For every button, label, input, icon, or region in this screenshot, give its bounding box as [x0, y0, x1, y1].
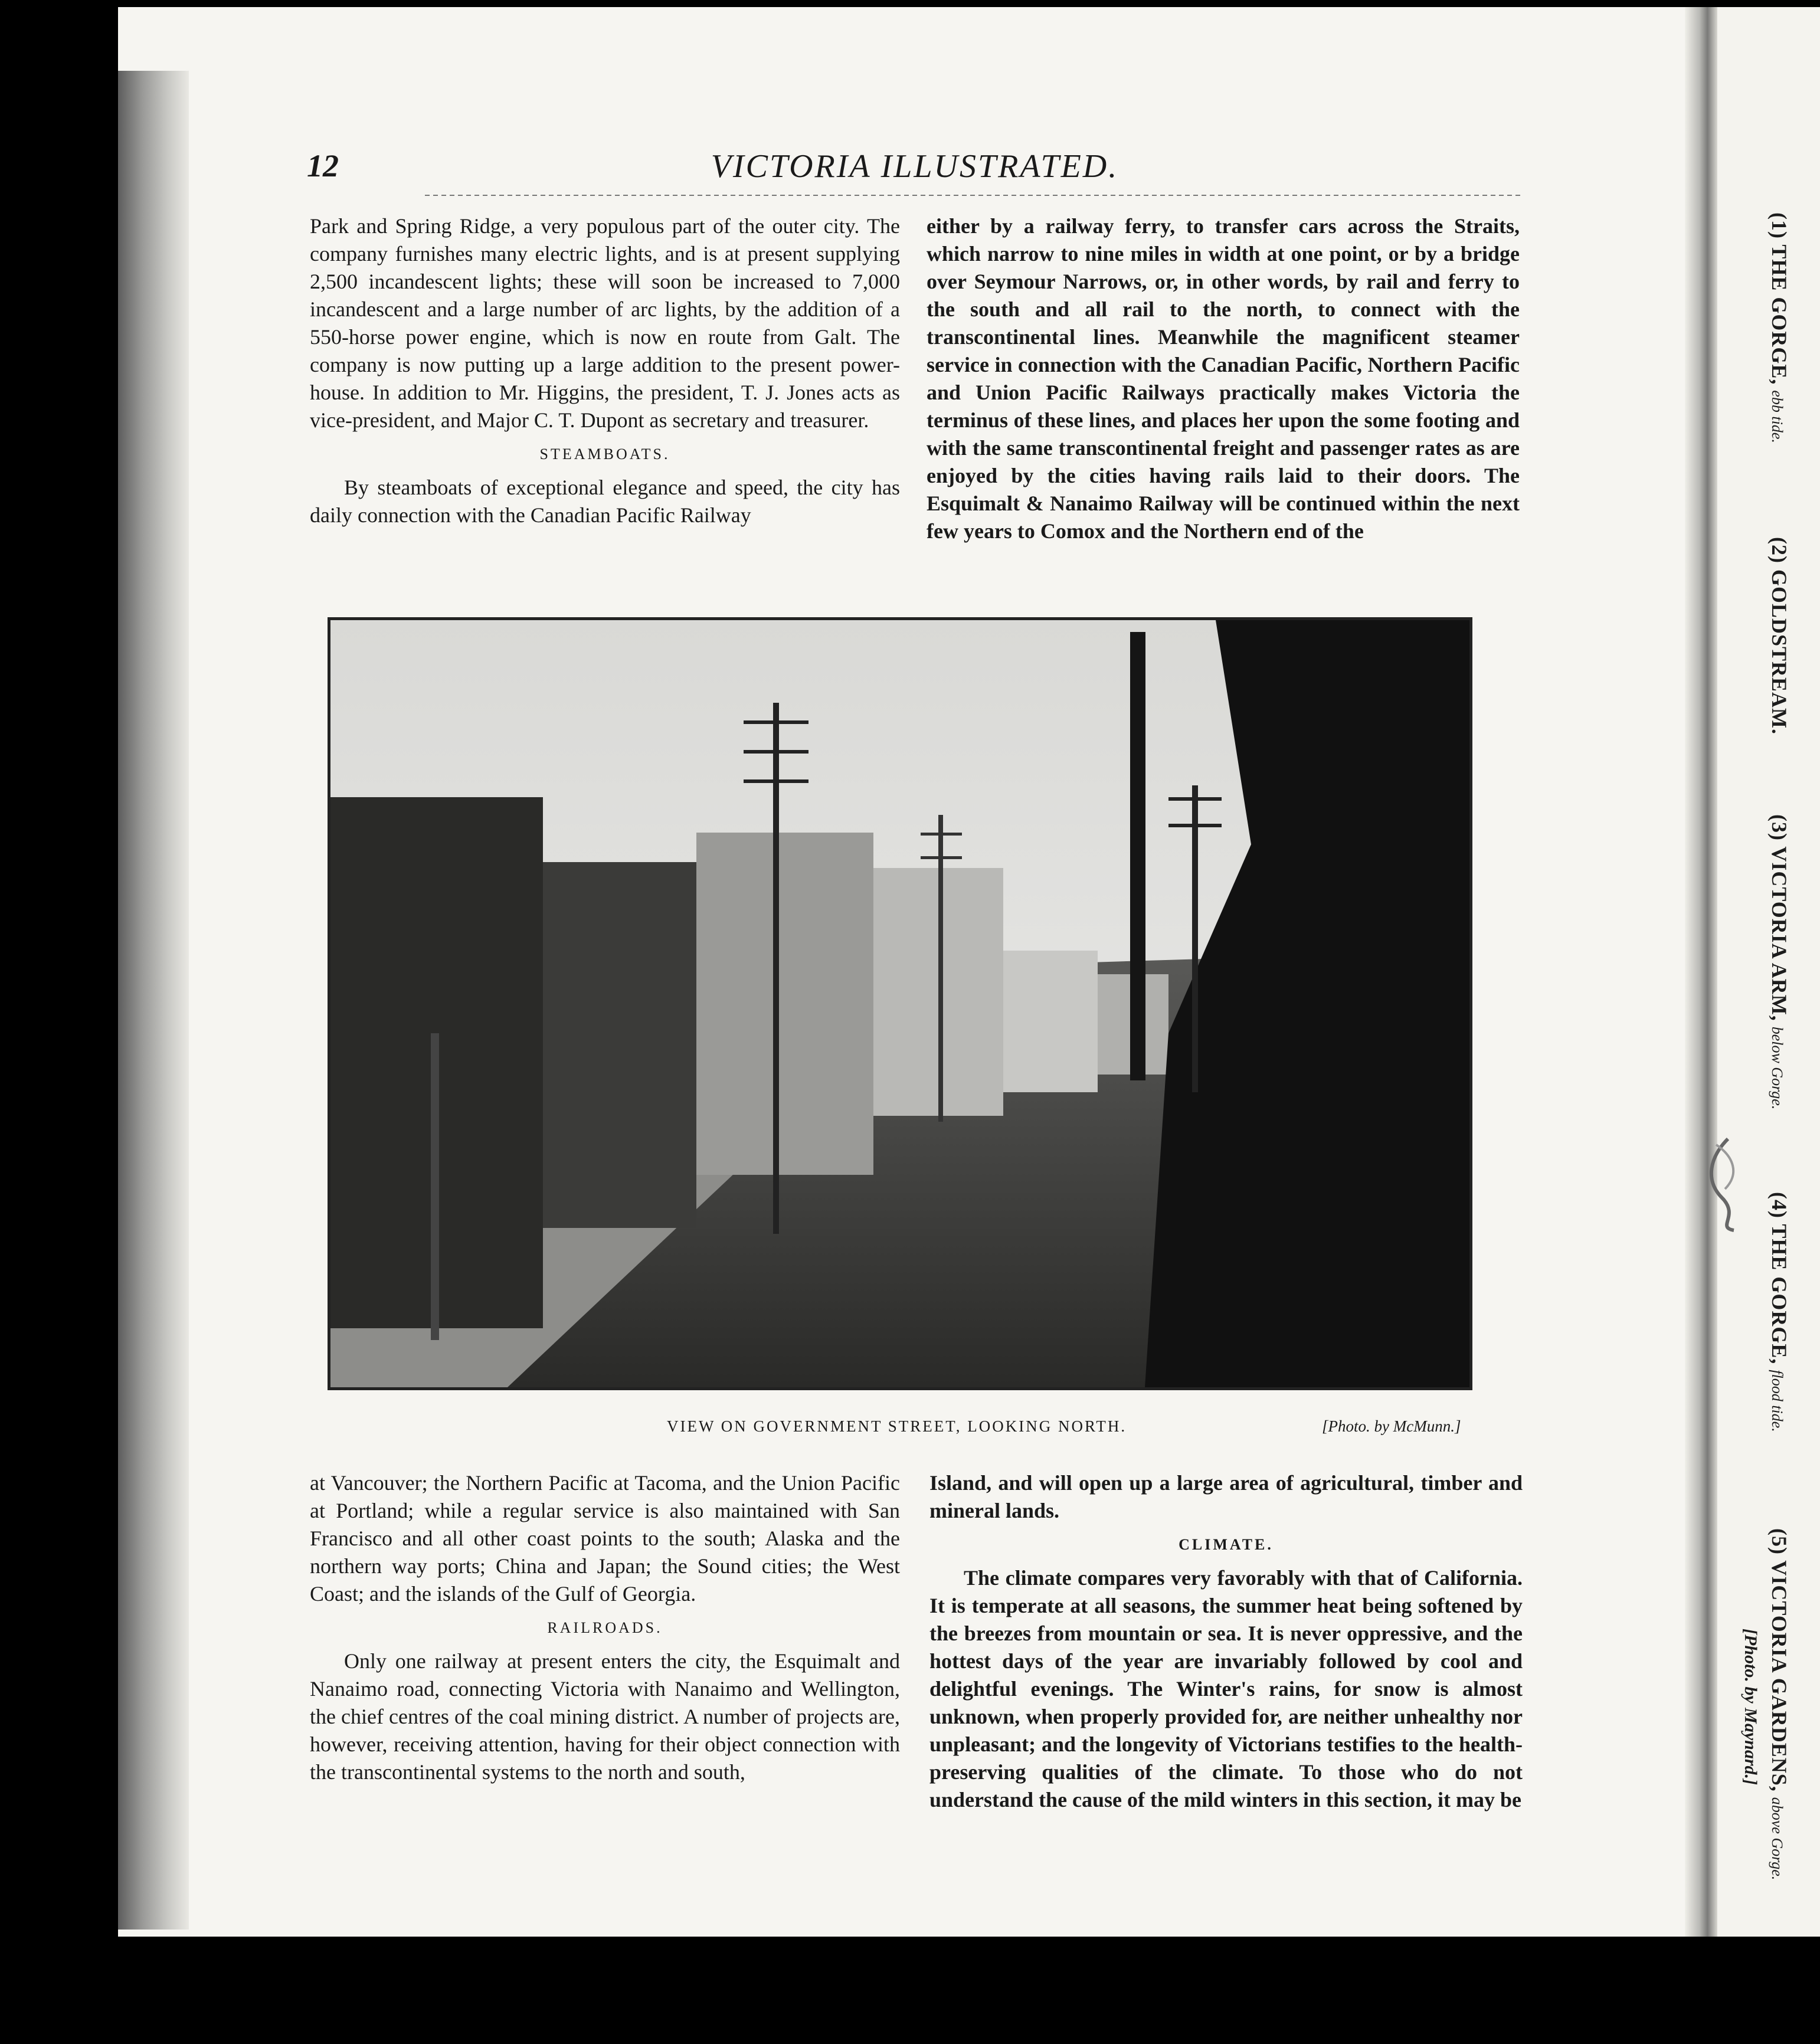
heading-climate: CLIMATE.: [1179, 1536, 1274, 1553]
paragraph-island-lands: Island, and will open up a large area of agricultural, timber and mineral lands.: [929, 1471, 1523, 1522]
street-scene-illustration: [330, 620, 1469, 1387]
paragraph-steamer-connections: at Vancouver; the Northern Pacific at Tacoma, and the Union Pacific at Portland; while a regular service is also maintained with San Francisco and all other coast points to the south; Alaska and the northern way ports; China and Japan; the Sound cities; the West Coast; and the islands of the Gulf of Georgia.: [310, 1471, 900, 1606]
column-top-right: [927, 212, 1520, 545]
column-bottom-right: [929, 1469, 1523, 1814]
heading-railroads: RAILROADS.: [547, 1619, 663, 1636]
page-header: [307, 148, 1523, 195]
side-caption-3-title: (3) VICTORIA ARM,: [1767, 814, 1791, 1021]
page-number: 12: [307, 148, 339, 184]
street-photograph: [328, 617, 1472, 1390]
side-caption-1-sub: ebb tide.: [1769, 390, 1786, 443]
photo-credit: [Photo. by McMunn.]: [1322, 1417, 1461, 1435]
running-title: VICTORIA ILLUSTRATED.: [711, 148, 1119, 185]
side-caption-3-sub: below Gorge.: [1769, 1026, 1786, 1110]
paragraph-climate: The climate compares very favorably with that of California. It is temperate at all seasons, the summer heat being softened by the breezes from mountain or sea. It is never oppressive, and the hottest days of the year are invariably followed by cool and delightful evenings. The Winter's rains, for snow is almost unknown, when properly provided for, are neither unhealthy nor unpleasant; and the longevity of Victorians testifies to the health-preserving qualities of the climate. To those who do not understand the cause of the mild winters in this section, it may be: [929, 1566, 1523, 1812]
side-caption-4-sub: flood tide.: [1769, 1370, 1786, 1432]
side-caption-2-title: (2) GOLDSTREAM.: [1767, 537, 1791, 735]
paragraph-railway-ferry: either by a railway ferry, to transfer cars across the Straits, which narrow to nine miles in width at one point, or by a bridge over Seymour Narrows, or, in other words, by rail and ferry to the south and all rail to the north, to connect with the transcontinental lines. Meanwhile the magnificent steamer service in connection with the Canadian Pacific, Northern Pacific and Union Pacific Railways practically makes Victoria the terminus of these lines, and places her upon the some footing and with the same transcontinental freight and passenger rates as are enjoyed by the cities having rails laid to their doors. The Esquimalt & Nanaimo Railway will be continued within the next few years to Comox and the Northern end of the: [927, 214, 1520, 543]
side-caption-6-credit: [Photo. by Maynard.]: [1741, 1629, 1760, 1785]
side-caption-5-title: (5) VICTORIA GARDENS,: [1767, 1528, 1791, 1792]
paragraph-steamboats: By steamboats of exceptional elegance and speed, the city has daily connection with the Canadian Pacific Railway: [310, 476, 900, 527]
page-fold-shadow: [1685, 7, 1717, 1937]
column-bottom-left: [310, 1469, 900, 1786]
paragraph-electric-lights: Park and Spring Ridge, a very populous part of the outer city. The company furnishes many electric lights, and is at present supplying 2,500 incandescent lights; these will soon be increased to 7,000 incandescent and a large number of arc lights, by the addition of a 550-horse power engine, which is now en route from Galt. The company is now putting up a large addition to the present power-house. In addition to Mr. Higgins, the president, T. J. Jones acts as vice-president, and Major C. T. Dupont as secretary and treasurer.: [310, 214, 900, 432]
margin-scribble: [1693, 1133, 1757, 1233]
book-binding-edge: [118, 71, 189, 1930]
header-rule: [425, 195, 1523, 196]
side-caption-4-title: (4) THE GORGE,: [1767, 1192, 1791, 1365]
paragraph-railroads: Only one railway at present enters the city, the Esquimalt and Nanaimo road, connecting Victoria with Nanaimo and Wellington, the chief centres of the coal mining district. A number of projects are, however, receiving attention, having for their object connection with the transcontinental systems to the north and south,: [310, 1649, 900, 1784]
side-caption-5-sub: above Gorge.: [1769, 1797, 1786, 1881]
side-caption-1-title: (1) THE GORGE,: [1767, 212, 1791, 385]
column-top-left: [310, 212, 900, 529]
photo-caption: VIEW ON GOVERNMENT STREET, LOOKING NORTH.: [667, 1417, 1127, 1435]
heading-steamboats: STEAMBOATS.: [539, 446, 670, 463]
